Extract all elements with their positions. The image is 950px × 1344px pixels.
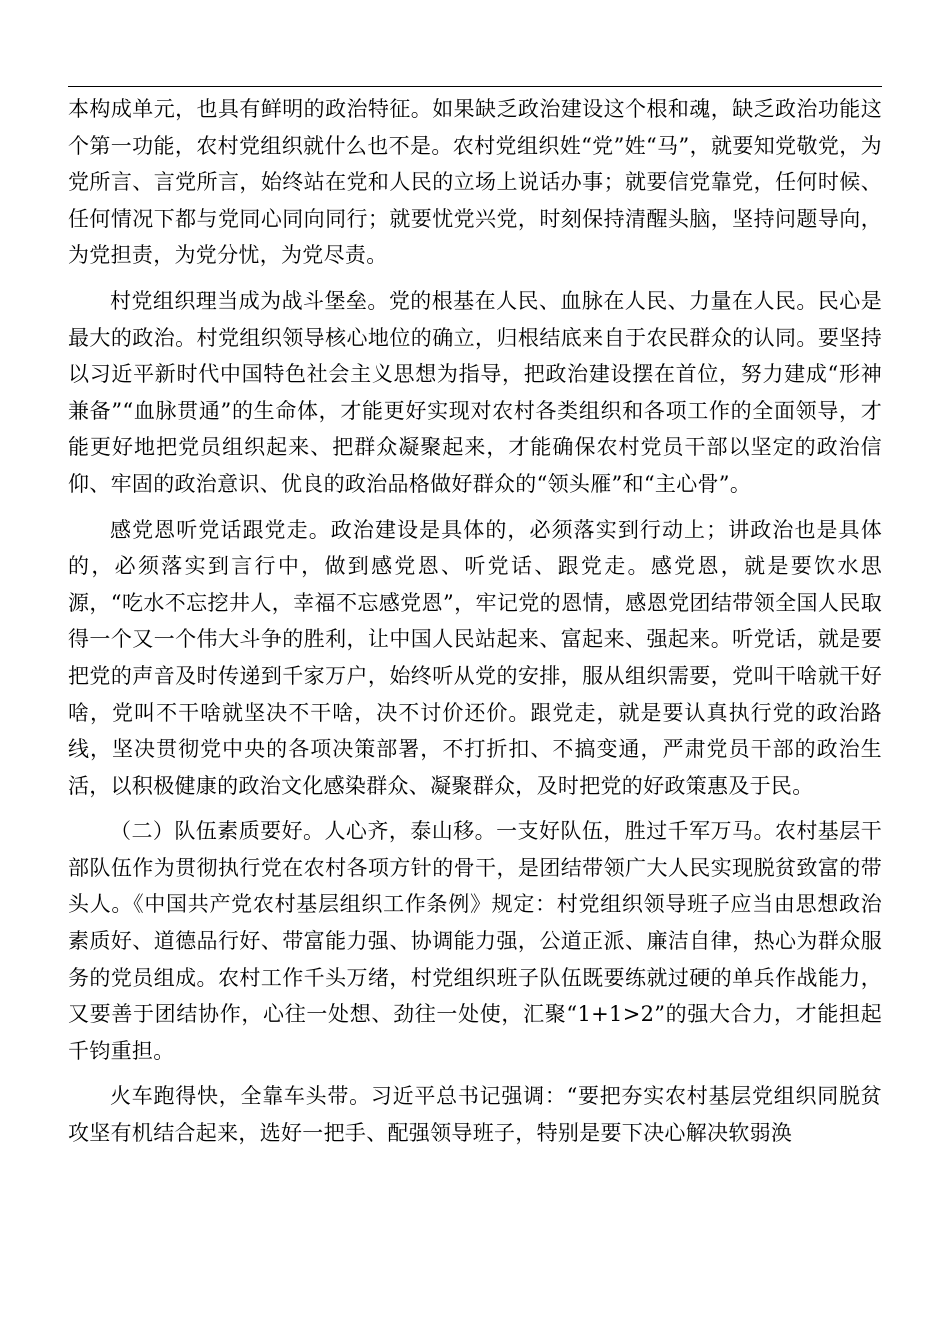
header-rule bbox=[68, 86, 882, 87]
paragraph: 火车跑得快，全靠车头带。习近平总书记强调：“要把夯实农村基层党组织同脱贫攻坚有机结合起来，选好一把手、配强领导班子，特别是要下决心解决软弱涣 bbox=[68, 1084, 882, 1146]
paragraph: （二）队伍素质要好。人心齐，泰山移。一支好队伍，胜过千军万马。农村基层干部队伍作为贯彻执行党在农村各项方针的骨干，是团结带领广大人民实现脱贫致富的带头人。《中国共产党农村基层组织工作条例》规定：村党组织领导班子应当由思想政治素质好、道德品行好、带富能力强、协调能力强，公道正派、廉洁自律，热心为群众服务的党员组成。农村工作千头万绪，村党组织班子队伍既要练就过硬的单兵作战能力，又要善于团结协作，心往一处想、劲往一处使，汇聚“1+1>2”的强大合力，才能担起千钧重担。 bbox=[68, 819, 882, 1063]
document-body bbox=[68, 91, 882, 1152]
paragraph: 村党组织理当成为战斗堡垒。党的根基在人民、血脉在人民、力量在人民。民心是最大的政治。村党组织领导核心地位的确立，归根结底来自于农民群众的认同。要坚持以习近平新时代中国特色社会主义思想为指导，把政治建设摆在首位，努力建成“形神兼备”“血脉贯通”的生命体，才能更好实现对农村各类组织和各项工作的全面领导，才能更好地把党员组织起来、把群众凝聚起来，才能确保农村党员干部以坚定的政治信仰、牢固的政治意识、优良的政治品格做好群众的“领头雁”和“主心骨”。 bbox=[68, 288, 882, 496]
paragraph: 感党恩听党话跟党走。政治建设是具体的，必须落实到行动上；讲政治也是具体的，必须落实到言行中，做到感党恩、听党话、跟党走。感党恩，就是要饮水思源，“吃水不忘挖井人，幸福不忘感党恩”，牢记党的恩情，感恩党团结带领全国人民取得一个又一个伟大斗争的胜利，让中国人民站起来、富起来、强起来。听党话，就是要把党的声音及时传递到千家万户，始终听从党的安排，服从组织需要，党叫干啥就干好啥，党叫不干啥就坚决不干啥，决不讨价还价。跟党走，就是要认真执行党的政治路线，坚决贯彻党中央的各项决策部署，不打折扣、不搞变通，严肃党员干部的政治生活，以积极健康的政治文化感染群众、凝聚群众，及时把党的好政策惠及于民。 bbox=[68, 517, 882, 798]
paragraph-continued: 本构成单元，也具有鲜明的政治特征。如果缺乏政治建设这个根和魂，缺乏政治功能这个第一功能，农村党组织就什么也不是。农村党组织姓“党”姓“马”，就要知党敬党，为党所言、言党所言，始终站在党和人民的立场上说话办事；就要信党靠党，任何时候、任何情况下都与党同心同向同行；就要忧党兴党，时刻保持清醒头脑，坚持问题导向，为党担责，为党分忧，为党尽责。 bbox=[68, 97, 882, 268]
